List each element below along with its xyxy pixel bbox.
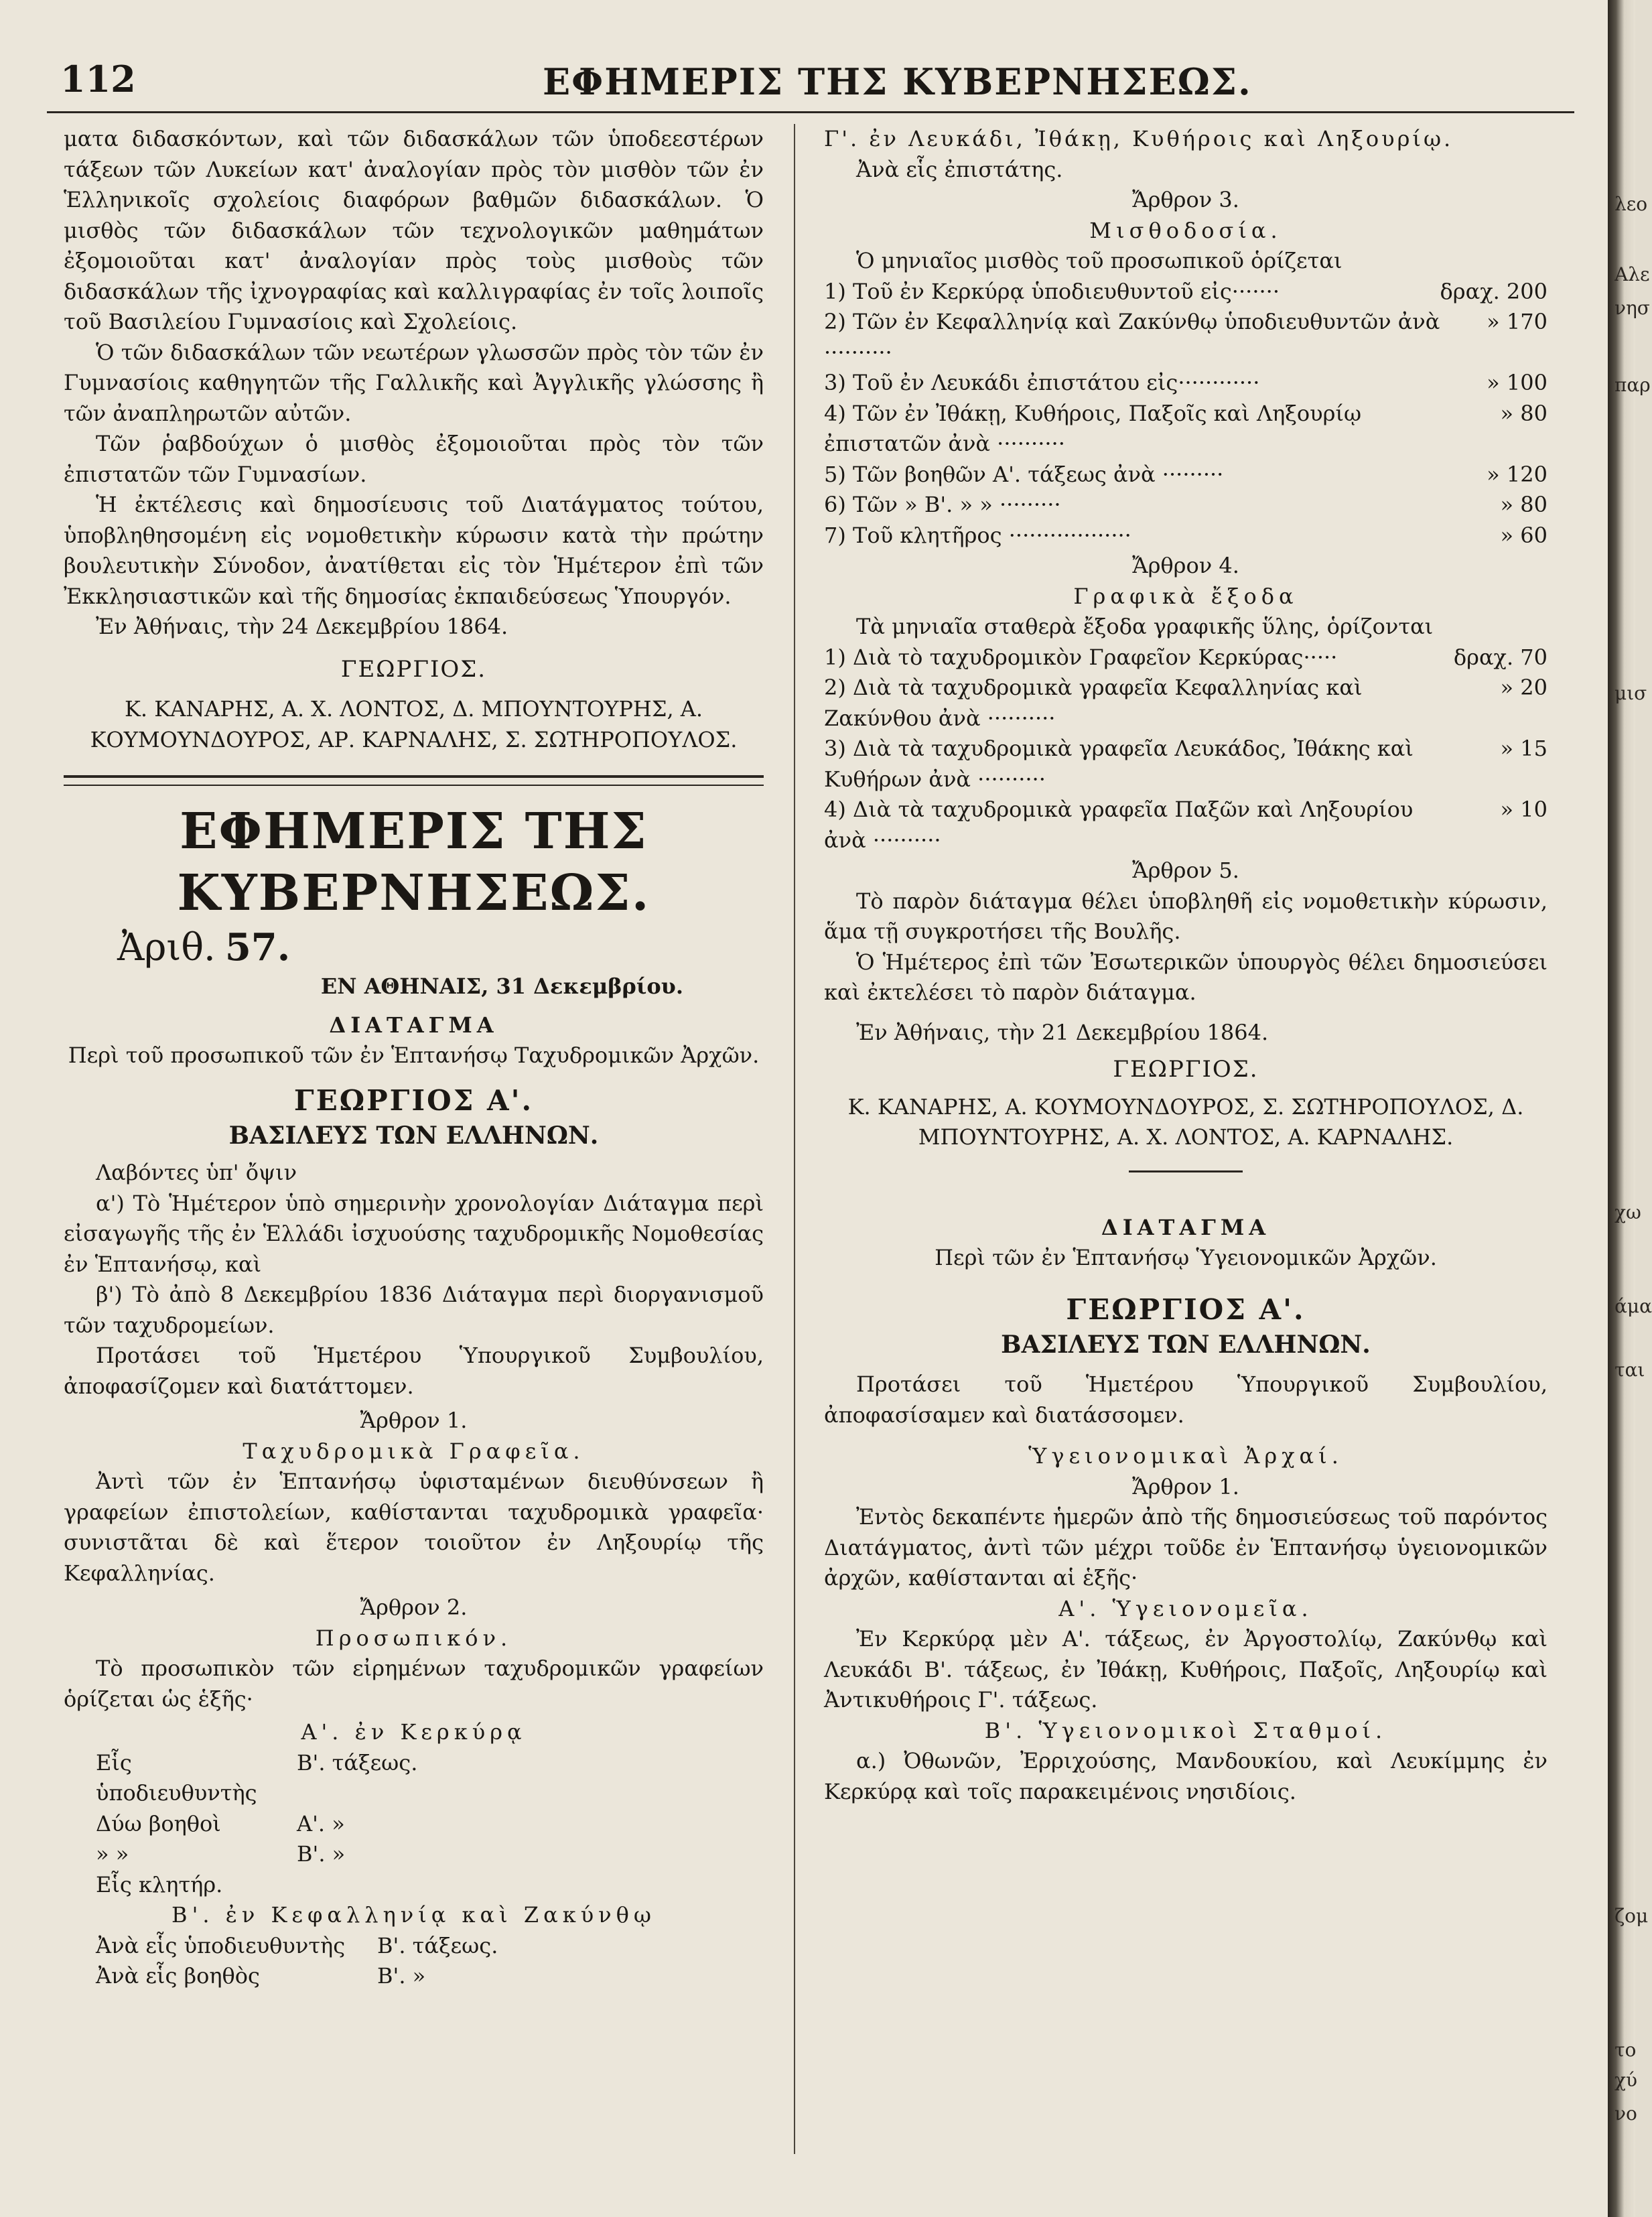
staff-role: Ἀνὰ εἷς βοηθὸς bbox=[96, 1963, 260, 1989]
salary-currency: δραχ. bbox=[1440, 278, 1500, 304]
salary-currency: » bbox=[1487, 309, 1500, 334]
expense-row bbox=[824, 643, 1547, 673]
expense-row bbox=[824, 795, 1547, 856]
running-title: ΕΦΗΜΕΡΙΣ ΤΗΣ ΚΥΒΕΡΝΗΣΕΩΣ. bbox=[543, 60, 1252, 103]
issue-number: 57. bbox=[224, 925, 291, 969]
date-line: Ἐν Ἀθήναις, τὴν 21 Δεκεμβρίου 1864. bbox=[856, 1019, 1269, 1045]
salary-row bbox=[824, 307, 1547, 368]
article-text: Ἀντὶ τῶν ἐν Ἑπτανήσῳ ὑφισταμένων διευθύνσεων ἢ γραφείων ἐπιστολείων, καθίστανται ταχυδρομικὰ γραφεῖα· συνιστᾶται δὲ καὶ ἕτερον τοιοῦτον ἐν Ληξουρίῳ τῆς Κεφαλληνίας. bbox=[64, 1469, 764, 1586]
expenses-table bbox=[824, 643, 1547, 856]
salary-currency: » bbox=[1487, 370, 1500, 395]
salary-table bbox=[824, 277, 1547, 551]
paragraph: Ἡ ἐκτέλεσις καὶ δημοσίευσις τοῦ Διατάγματος τούτου, ὑποβληθησομένη εἰς νομοθετικὴν κύρωσιν κατὰ τὴν πρώτην βουλευτικὴν Σύνοδον, ἀνατίθεται εἰς τὸν Ἡμέτερον ἐπὶ τῶν Ἐκκλησιαστικῶν καὶ τῆς δημοσίας ἐκπαιδεύσεως Ὑπουργόν. bbox=[64, 492, 764, 609]
item-a: α') Τὸ Ἡμέτερον ὑπὸ σημερινὴν χρονολογίαν Διάταγμα περὶ εἰσαγωγῆς τῆς ἐν Ἑλλάδι ἰσχυούσης ταχυδρομικῆς Νομοθεσίας ἐν Ἑπτανήσῳ, καὶ bbox=[64, 1190, 764, 1277]
decree-heading: ΔΙΑΤΑΓΜΑ bbox=[1101, 1214, 1271, 1240]
salary-label: 5) Τῶν βοηθῶν Α'. τάξεως ἀνὰ ········· bbox=[824, 461, 1224, 487]
decree-subject: Περὶ τοῦ προσωπικοῦ τῶν ἐν Ἑπτανήσῳ Ταχυδρομικῶν Ἀρχῶν. bbox=[68, 1043, 760, 1068]
short-rule bbox=[1129, 1170, 1243, 1172]
date-line: Ἐν Ἀθήναις, τὴν 24 Δεκεμβρίου 1864. bbox=[96, 614, 508, 639]
margin-fragment: χύ bbox=[1614, 2069, 1637, 2091]
expense-label: 1) Διὰ τὸ ταχυδρομικὸν Γραφεῖον Κερκύρας····· bbox=[824, 644, 1338, 670]
staff-role: Εἷς κλητήρ. bbox=[96, 1871, 223, 1897]
place-date: ΕΝ ΑΘΗΝΑΙΣ, 31 Δεκεμβρίου. bbox=[320, 973, 683, 999]
staff-row bbox=[96, 1961, 764, 1992]
page-number: 112 bbox=[60, 58, 136, 100]
salary-currency: » bbox=[1500, 400, 1514, 426]
running-header bbox=[47, 58, 1574, 113]
masthead: ΕΦΗΜΕΡΙΣ ΤΗΣ ΚΥΒΕΡΝΗΣΕΩΣ. bbox=[177, 803, 650, 922]
section-heading: Ὑγειονομικαὶ Ἀρχαί. bbox=[1028, 1443, 1343, 1469]
king-title: ΒΑΣΙΛΕΥΣ ΤΩΝ ΕΛΛΗΝΩΝ. bbox=[228, 1121, 599, 1150]
margin-fragment: Αλε bbox=[1614, 263, 1650, 285]
article-title: Προσωπικόν. bbox=[315, 1625, 512, 1651]
article-title: Γραφικὰ ἔξοδα bbox=[1073, 583, 1298, 609]
subsection-heading: Α'. ἐν Κερκύρᾳ bbox=[301, 1719, 527, 1745]
paragraph: ματα διδασκόντων, καὶ τῶν διδασκάλων τῶν ὑποδεεστέρων τάξεων τῶν Λυκείων κατ' ἀναλογίαν πρὸς τὸν μισθὸν τῶν ἐν Ἑλληνικοῖς σχολείοις διαφόρων βαθμῶν διδασκάλων. Ὁ μισθὸς τῶν διδασκάλων τῶν τεχνολογικῶν μαθημάτων ἐξομοιοῦται κατ' ἀναλογίαν πρὸς τοὺς μισθοὺς τῶν διδασκάλων τῆς ἰχνογραφίας καὶ καλλιγραφίας ἐν τοῖς λοιποῖς τοῦ Βασιλείου Γυμνασίοις καὶ Σχολείοις. bbox=[64, 126, 764, 334]
margin-fragment: ζομ bbox=[1614, 1905, 1649, 1927]
expense-label: 2) Διὰ τὰ ταχυδρομικὰ γραφεῖα Κεφαλληνίας καὶ Ζακύνθου ἀνὰ ·········· bbox=[824, 675, 1363, 731]
margin-fragment: χω bbox=[1614, 1201, 1641, 1223]
salary-row bbox=[824, 277, 1547, 308]
expense-currency: » bbox=[1500, 675, 1514, 700]
article-text: Ὁ Ἡμέτερος ἐπὶ τῶν Ἐσωτερικῶν ὑπουργὸς θέλει δημοσιεύσει καὶ ἐκτελέσει τὸ παρὸν διάταγμα. bbox=[824, 949, 1547, 1005]
king-name: ΓΕΩΡΓΙΟΣ Α'. bbox=[293, 1083, 534, 1117]
signature: ΓΕΩΡΓΙΟΣ. bbox=[1113, 1056, 1259, 1083]
king-name: ΓΕΩΡΓΙΟΣ Α'. bbox=[1066, 1292, 1306, 1326]
staff-line: Ἀνὰ εἷς ἐπιστάτης. bbox=[856, 156, 1063, 182]
salary-currency: » bbox=[1500, 492, 1514, 517]
staff-role: » » bbox=[96, 1841, 129, 1867]
expense-label: 4) Διὰ τὰ ταχυδρομικὰ γραφεῖα Παξῶν καὶ Ληξουρίου ἀνὰ ·········· bbox=[824, 797, 1414, 853]
staff-list bbox=[64, 1748, 764, 1901]
article-text: α.) Ὀθωνῶν, Ἐρριχούσης, Μανδουκίου, καὶ Λευκίμμης ἐν Κερκύρᾳ καὶ τοῖς παρακειμένοις νησιδίοις. bbox=[824, 1748, 1547, 1804]
salary-label: 4) Τῶν ἐν Ἰθάκῃ, Κυθήροις, Παξοῖς καὶ Ληξουρίῳ ἐπιστατῶν ἀνὰ ·········· bbox=[824, 400, 1362, 456]
salary-row bbox=[824, 399, 1547, 460]
margin-fragment: νο bbox=[1614, 2102, 1637, 2125]
staff-row bbox=[96, 1839, 764, 1870]
article-text: Τὸ προσωπικὸν τῶν εἰρημένων ταχυδρομικῶν γραφείων ὁρίζεται ὡς ἑξῆς· bbox=[64, 1656, 764, 1712]
decree-heading: ΔΙΑΤΑΓΜΑ bbox=[329, 1012, 498, 1038]
article-heading: Ἄρθρον 3. bbox=[1132, 187, 1239, 212]
margin-fragment: μισ bbox=[1614, 682, 1647, 704]
issue-label: Ἀριθ. bbox=[117, 926, 216, 969]
staff-grade: Β'. » bbox=[377, 1963, 426, 1989]
margin-fragment: παρ bbox=[1614, 374, 1651, 396]
article-heading: Ἄρθρον 1. bbox=[360, 1408, 468, 1433]
expense-currency: δραχ. bbox=[1453, 644, 1514, 670]
salary-label: 2) Τῶν ἐν Κεφαλληνίᾳ καὶ Ζακύνθῳ ὑποδιευθυντῶν ἀνὰ ·········· bbox=[824, 309, 1440, 365]
article-text: Ὁ μηνιαῖος μισθὸς τοῦ προσωπικοῦ ὁρίζεται bbox=[856, 248, 1343, 273]
staff-role: Δύω βοηθοὶ bbox=[96, 1810, 221, 1836]
salary-value: 80 bbox=[1520, 400, 1547, 426]
article-title: Μισθοδοσία. bbox=[1089, 217, 1282, 243]
margin-fragment: το bbox=[1614, 2039, 1637, 2061]
article-heading: Ἄρθρον 2. bbox=[360, 1595, 468, 1620]
right-column bbox=[824, 124, 1547, 1807]
salary-row bbox=[824, 490, 1547, 521]
section-rule bbox=[64, 775, 764, 786]
expense-row bbox=[824, 673, 1547, 734]
staff-grade: Α'. » bbox=[297, 1810, 345, 1836]
paragraph: Τῶν ῥαβδούχων ὁ μισθὸς ἐξομοιοῦται πρὸς τὸν τῶν ἐπιστατῶν τῶν Γυμνασίων. bbox=[64, 431, 764, 487]
salary-row bbox=[824, 460, 1547, 490]
margin-fragment: ται bbox=[1614, 1359, 1645, 1381]
margin-fragment: άμα bbox=[1614, 1295, 1652, 1317]
salary-value: 200 bbox=[1506, 278, 1547, 304]
salary-value: 60 bbox=[1520, 522, 1547, 548]
salary-row bbox=[824, 521, 1547, 551]
salary-value: 120 bbox=[1506, 461, 1547, 487]
column-divider bbox=[794, 124, 795, 2154]
article-heading: Ἄρθρον 1. bbox=[1132, 1473, 1239, 1499]
staff-grade: Β'. τάξεως. bbox=[377, 1932, 498, 1958]
subsection-heading: Β'. Ὑγειονομικοὶ Σταθμοί. bbox=[984, 1717, 1387, 1743]
decree-subject: Περὶ τῶν ἐν Ἑπτανήσῳ Ὑγειονομικῶν Ἀρχῶν. bbox=[935, 1245, 1437, 1270]
salary-currency: » bbox=[1500, 522, 1514, 548]
salary-currency: » bbox=[1487, 461, 1500, 487]
margin-fragment: νησ bbox=[1614, 297, 1650, 319]
salary-value: 170 bbox=[1506, 309, 1547, 334]
ministers-line: Κ. ΚΑΝΑΡΗΣ, Α. ΚΟΥΜΟΥΝΔΟΥΡΟΣ, Σ. ΣΩΤΗΡΟΠΟΥΛΟΣ, Δ. ΜΠΟΥΝΤΟΥΡΗΣ, Α. Χ. ΛΟΝΤΟΣ, Α. ΚΑΡΝΑΛΗΣ. bbox=[847, 1093, 1524, 1150]
article-text: Ἐντὸς δεκαπέντε ἡμερῶν ἀπὸ τῆς δημοσιεύσεως τοῦ παρόντος Διατάγματος, ἀντὶ τῶν μέχρι τοῦδε ἐν Ἑπτανήσῳ ὑγειονομικῶν ἀρχῶν, καθίστανται αἱ ἑξῆς· bbox=[824, 1504, 1547, 1591]
staff-role: Ἀνὰ εἷς ὑποδιευθυντὴς bbox=[96, 1932, 346, 1958]
article-text: Τὰ μηνιαῖα σταθερὰ ἔξοδα γραφικῆς ὕλης, ὁρίζονται bbox=[856, 614, 1434, 639]
salary-row bbox=[824, 368, 1547, 399]
expense-currency: » bbox=[1500, 797, 1514, 822]
salary-label: 6) Τῶν » Β'. » » ········· bbox=[824, 492, 1061, 517]
margin-fragment: λεο bbox=[1614, 193, 1648, 215]
staff-row bbox=[96, 1870, 764, 1901]
article-title: Ταχυδρομικὰ Γραφεῖα. bbox=[243, 1438, 585, 1464]
expense-currency: » bbox=[1500, 736, 1514, 761]
article-heading: Ἄρθρον 5. bbox=[1132, 858, 1239, 883]
expense-value: 10 bbox=[1520, 797, 1547, 822]
signature: ΓΕΩΡΓΙΟΣ. bbox=[340, 655, 487, 683]
salary-value: 80 bbox=[1520, 492, 1547, 517]
article-heading: Ἄρθρον 4. bbox=[1132, 553, 1239, 578]
proposal: Προτάσει τοῦ Ἡμετέρου Ὑπουργικοῦ Συμβουλίου, ἀποφασίζομεν καὶ διατάττομεν. bbox=[64, 1343, 764, 1399]
staff-grade: Β'. τάξεως. bbox=[297, 1749, 418, 1775]
expense-value: 15 bbox=[1520, 736, 1547, 761]
facing-page-edge bbox=[1613, 0, 1652, 2217]
salary-label: 3) Τοῦ ἐν Λευκάδι ἐπιστάτου εἰς············ bbox=[824, 370, 1260, 395]
proposal: Προτάσει τοῦ Ἡμετέρου Ὑπουργικοῦ Συμβουλίου, ἀποφασίσαμεν καὶ διατάσσομεν. bbox=[824, 1371, 1547, 1428]
subsection-heading: Α'. Ὑγειονομεῖα. bbox=[1058, 1595, 1313, 1621]
staff-row bbox=[96, 1931, 764, 1962]
item-b: β') Τὸ ἀπὸ 8 Δεκεμβρίου 1836 Διάταγμα περὶ διοργανισμοῦ τῶν ταχυδρομείων. bbox=[64, 1282, 764, 1338]
considering: Λαβόντες ὑπ' ὄψιν bbox=[96, 1160, 297, 1185]
expense-row bbox=[824, 734, 1547, 795]
expense-label: 3) Διὰ τὰ ταχυδρομικὰ γραφεῖα Λευκάδος, Ἰθάκης καὶ Κυθήρων ἀνὰ ·········· bbox=[824, 736, 1414, 792]
salary-value: 100 bbox=[1506, 370, 1547, 395]
staff-row bbox=[96, 1748, 764, 1809]
staff-grade: Β'. » bbox=[297, 1841, 346, 1867]
king-title: ΒΑΣΙΛΕΥΣ ΤΩΝ ΕΛΛΗΝΩΝ. bbox=[1001, 1330, 1371, 1359]
paragraph: Ὁ τῶν διδασκάλων τῶν νεωτέρων γλωσσῶν πρὸς τὸν τῶν ἐν Γυμνασίοις καθηγητῶν τῆς Γαλλικῆς καὶ Ἀγγλικῆς γλώσσης ἢ τῶν ἀναπληρωτῶν αὐτῶν. bbox=[64, 339, 764, 426]
article-text: Ἐν Κερκύρᾳ μὲν Α'. τάξεως, ἐν Ἀργοστολίῳ, Ζακύνθῳ καὶ Λευκάδι Β'. τάξεως, ἐν Ἰθάκῃ, Κυθήροις, Παξοῖς, Ληξουρίῳ καὶ Ἀντικυθήροις Γ'. τάξεως. bbox=[824, 1626, 1547, 1712]
expense-value: 70 bbox=[1520, 644, 1547, 670]
ministers-line: Κ. ΚΑΝΑΡΗΣ, Α. Χ. ΛΟΝΤΟΣ, Δ. ΜΠΟΥΝΤΟΥΡΗΣ, Α. ΚΟΥΜΟΥΝΔΟΥΡΟΣ, ΑΡ. ΚΑΡΝΑΛΗΣ, Σ. ΣΩΤΗΡΟΠΟΥΛΟΣ. bbox=[90, 696, 738, 752]
subsection-heading: Β'. ἐν Κεφαλληνίᾳ καὶ Ζακύνθῳ bbox=[171, 1902, 656, 1928]
salary-label: 7) Τοῦ κλητῆρος ·················· bbox=[824, 522, 1131, 548]
expense-value: 20 bbox=[1520, 675, 1547, 700]
staff-row bbox=[96, 1809, 764, 1840]
subsection-heading: Γ'. ἐν Λευκάδι, Ἰθάκῃ, Κυθήροις καὶ Ληξουρίῳ. bbox=[824, 126, 1454, 151]
staff-role: Εἷς ὑποδιευθυντὴς bbox=[96, 1749, 257, 1806]
salary-label: 1) Τοῦ ἐν Κερκύρᾳ ὑποδιευθυντοῦ εἰς······· bbox=[824, 278, 1280, 304]
article-text: Τὸ παρὸν διάταγμα θέλει ὑποβληθῆ εἰς νομοθετικὴν κύρωσιν, ἅμα τῇ συγκροτήσει τῆς Βουλῆς. bbox=[824, 888, 1547, 944]
left-column bbox=[64, 124, 764, 1992]
